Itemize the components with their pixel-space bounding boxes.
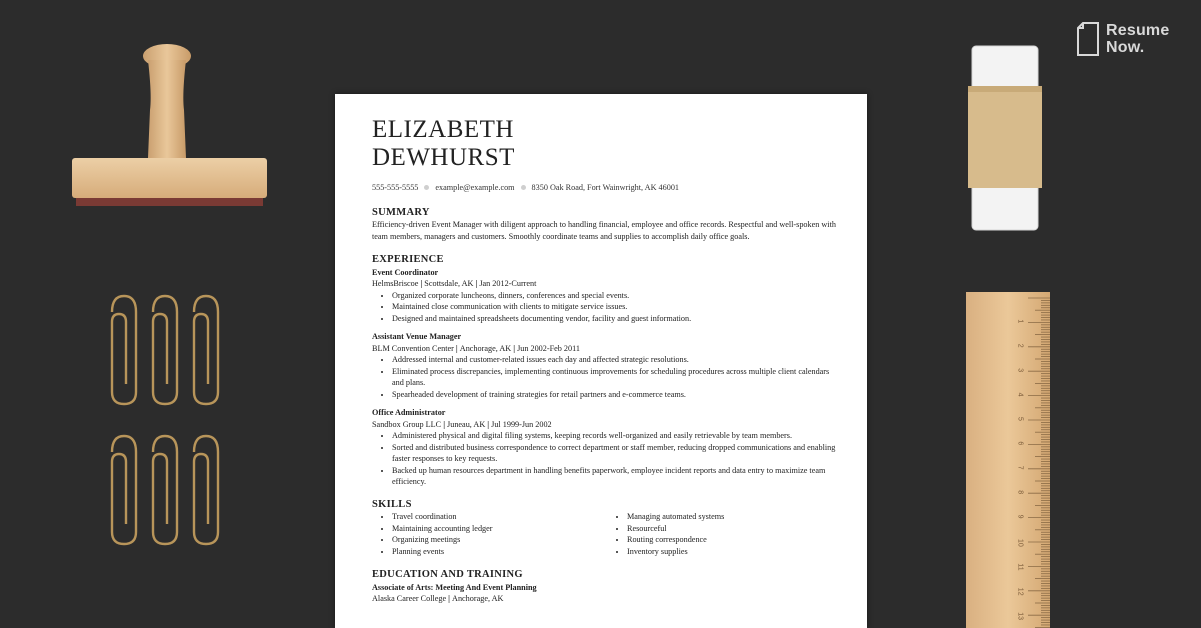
svg-text:9: 9 xyxy=(1016,514,1024,519)
job-dates: Jul 1999-Jun 2002 xyxy=(491,419,552,429)
job-bullets xyxy=(372,290,842,325)
skills-heading: SKILLS xyxy=(372,498,412,510)
phone: 555-555-5555 xyxy=(372,183,419,192)
school: Alaska Career College xyxy=(372,594,447,603)
job-bullets xyxy=(372,430,842,488)
skill-item: • Resourceful xyxy=(627,523,842,535)
skill-item: • Organizing meetings xyxy=(392,534,607,546)
resume-name xyxy=(372,116,842,172)
job-entry xyxy=(372,267,842,325)
skill-item: • Travel coordination xyxy=(392,511,607,523)
school-line xyxy=(372,593,842,605)
job-location: Scottsdale, AK xyxy=(424,279,474,288)
summary-text: Efficiency-driven Event Manager with diligent approach to handling financial, employee and office records. Respectful and well-spoken with team members, managers and customers. Smoothly coordinate teams and supplies to accomplish daily office goals. xyxy=(372,220,836,241)
summary-heading: SUMMARY xyxy=(372,206,430,218)
job-bullet: • Maintained close communication with clients to mitigate service issues. xyxy=(392,301,842,313)
job-bullet: • Eliminated process discrepancies, implementing continuous improvements for scheduling procedures across multiple client calendars and plans. xyxy=(392,366,842,389)
job-bullets xyxy=(372,354,842,400)
paper-clips-image xyxy=(104,292,234,552)
email: example@example.com xyxy=(435,183,515,192)
job-meta xyxy=(372,419,842,431)
skill-item: • Managing automated systems xyxy=(627,511,842,523)
separator: | xyxy=(485,419,492,429)
job-title: Assistant Venue Manager xyxy=(372,332,462,341)
skill-item: • Inventory supplies xyxy=(627,546,842,558)
education-heading: EDUCATION AND TRAINING xyxy=(372,569,523,580)
skill-item: • Maintaining accounting ledger xyxy=(392,523,607,535)
svg-text:2: 2 xyxy=(1016,343,1024,348)
logo-text-line1: Resume xyxy=(1106,22,1170,39)
job-company: BLM Convention Center xyxy=(372,343,454,353)
svg-text:6: 6 xyxy=(1016,441,1024,446)
job-entry xyxy=(372,407,842,488)
name-last: DEWHURST xyxy=(372,144,515,171)
job-title: Office Administrator xyxy=(372,408,446,417)
school-location: Anchorage, AK xyxy=(452,594,504,603)
wooden-ruler-image xyxy=(966,292,1050,628)
svg-text:7: 7 xyxy=(1016,465,1024,470)
job-meta xyxy=(372,278,842,290)
job-bullet: • Backed up human resources department in handling benefits paperwork, employee incident reports and data entry to maximize team efficiency. xyxy=(392,465,842,488)
job-bullet: • Organized corporate luncheons, dinners, conferences and special events. xyxy=(392,290,842,302)
skills-column-left xyxy=(372,511,607,557)
experience-list xyxy=(372,267,842,488)
separator: | xyxy=(511,343,518,353)
separator: | xyxy=(418,279,425,288)
name-first: ELIZABETH xyxy=(372,116,514,143)
resume-content xyxy=(372,116,842,605)
skills-list xyxy=(372,511,842,557)
job-bullet: • Spearheaded development of training strategies for retail partners and e-commerce teams. xyxy=(392,389,842,401)
svg-text:10: 10 xyxy=(1016,539,1024,547)
job-bullet: • Administered physical and digital filing systems, keeping records well-organized and easily retrievable by team members. xyxy=(392,430,842,442)
separator: | xyxy=(453,343,460,353)
separator: | xyxy=(473,279,480,288)
svg-text:4: 4 xyxy=(1016,392,1024,397)
job-entry xyxy=(372,331,842,400)
job-dates: Jan 2012-Current xyxy=(479,279,537,288)
logo-text xyxy=(1106,22,1169,56)
job-meta xyxy=(372,343,842,355)
resume-now-logo[interactable] xyxy=(1076,22,1169,56)
contact-line xyxy=(372,182,842,194)
separator: | xyxy=(441,419,448,429)
address: 8350 Oak Road, Fort Wainwright, AK 46001 xyxy=(531,183,680,192)
job-title: Event Coordinator xyxy=(372,267,439,277)
document-logo-icon xyxy=(1076,22,1100,56)
job-location: Juneau, AK xyxy=(447,419,486,429)
skills-column-right xyxy=(607,511,842,557)
eraser-image xyxy=(968,44,1042,232)
logo-text-line2: Now. xyxy=(1106,39,1145,56)
degree: Associate of Arts: Meeting And Event Planning xyxy=(372,582,537,592)
wooden-stamp-image xyxy=(70,40,270,220)
svg-text:1: 1 xyxy=(1016,319,1024,324)
svg-text:5: 5 xyxy=(1016,417,1024,421)
job-bullet: • Designed and maintained spreadsheets documenting vendor, facility and guest information. xyxy=(392,313,842,325)
svg-text:11: 11 xyxy=(1016,563,1024,571)
svg-text:12: 12 xyxy=(1016,587,1024,596)
separator: | xyxy=(448,594,453,603)
svg-text:3: 3 xyxy=(1016,368,1024,373)
skill-item: • Planning events xyxy=(392,546,607,558)
job-bullet: • Addressed internal and customer-related issues each day and affected strategic resolutions. xyxy=(392,354,842,366)
job-location: Anchorage, AK xyxy=(459,343,512,353)
job-dates: Jun 2002-Feb 2011 xyxy=(517,343,580,353)
job-bullet: • Sorted and distributed business correspondence to correct department or staff member, reducing dropped communications and enabling faster responses to key requests. xyxy=(392,442,842,465)
job-company: HelmsBriscoe xyxy=(372,279,419,288)
svg-text:13: 13 xyxy=(1016,612,1024,620)
separator-dot-icon xyxy=(424,185,429,190)
skill-item: • Routing correspondence xyxy=(627,534,842,546)
job-company: Sandbox Group LLC xyxy=(372,419,442,429)
separator-dot-icon xyxy=(521,185,526,190)
experience-heading: EXPERIENCE xyxy=(372,254,444,265)
resume-document xyxy=(335,94,867,628)
svg-text:8: 8 xyxy=(1016,490,1024,495)
